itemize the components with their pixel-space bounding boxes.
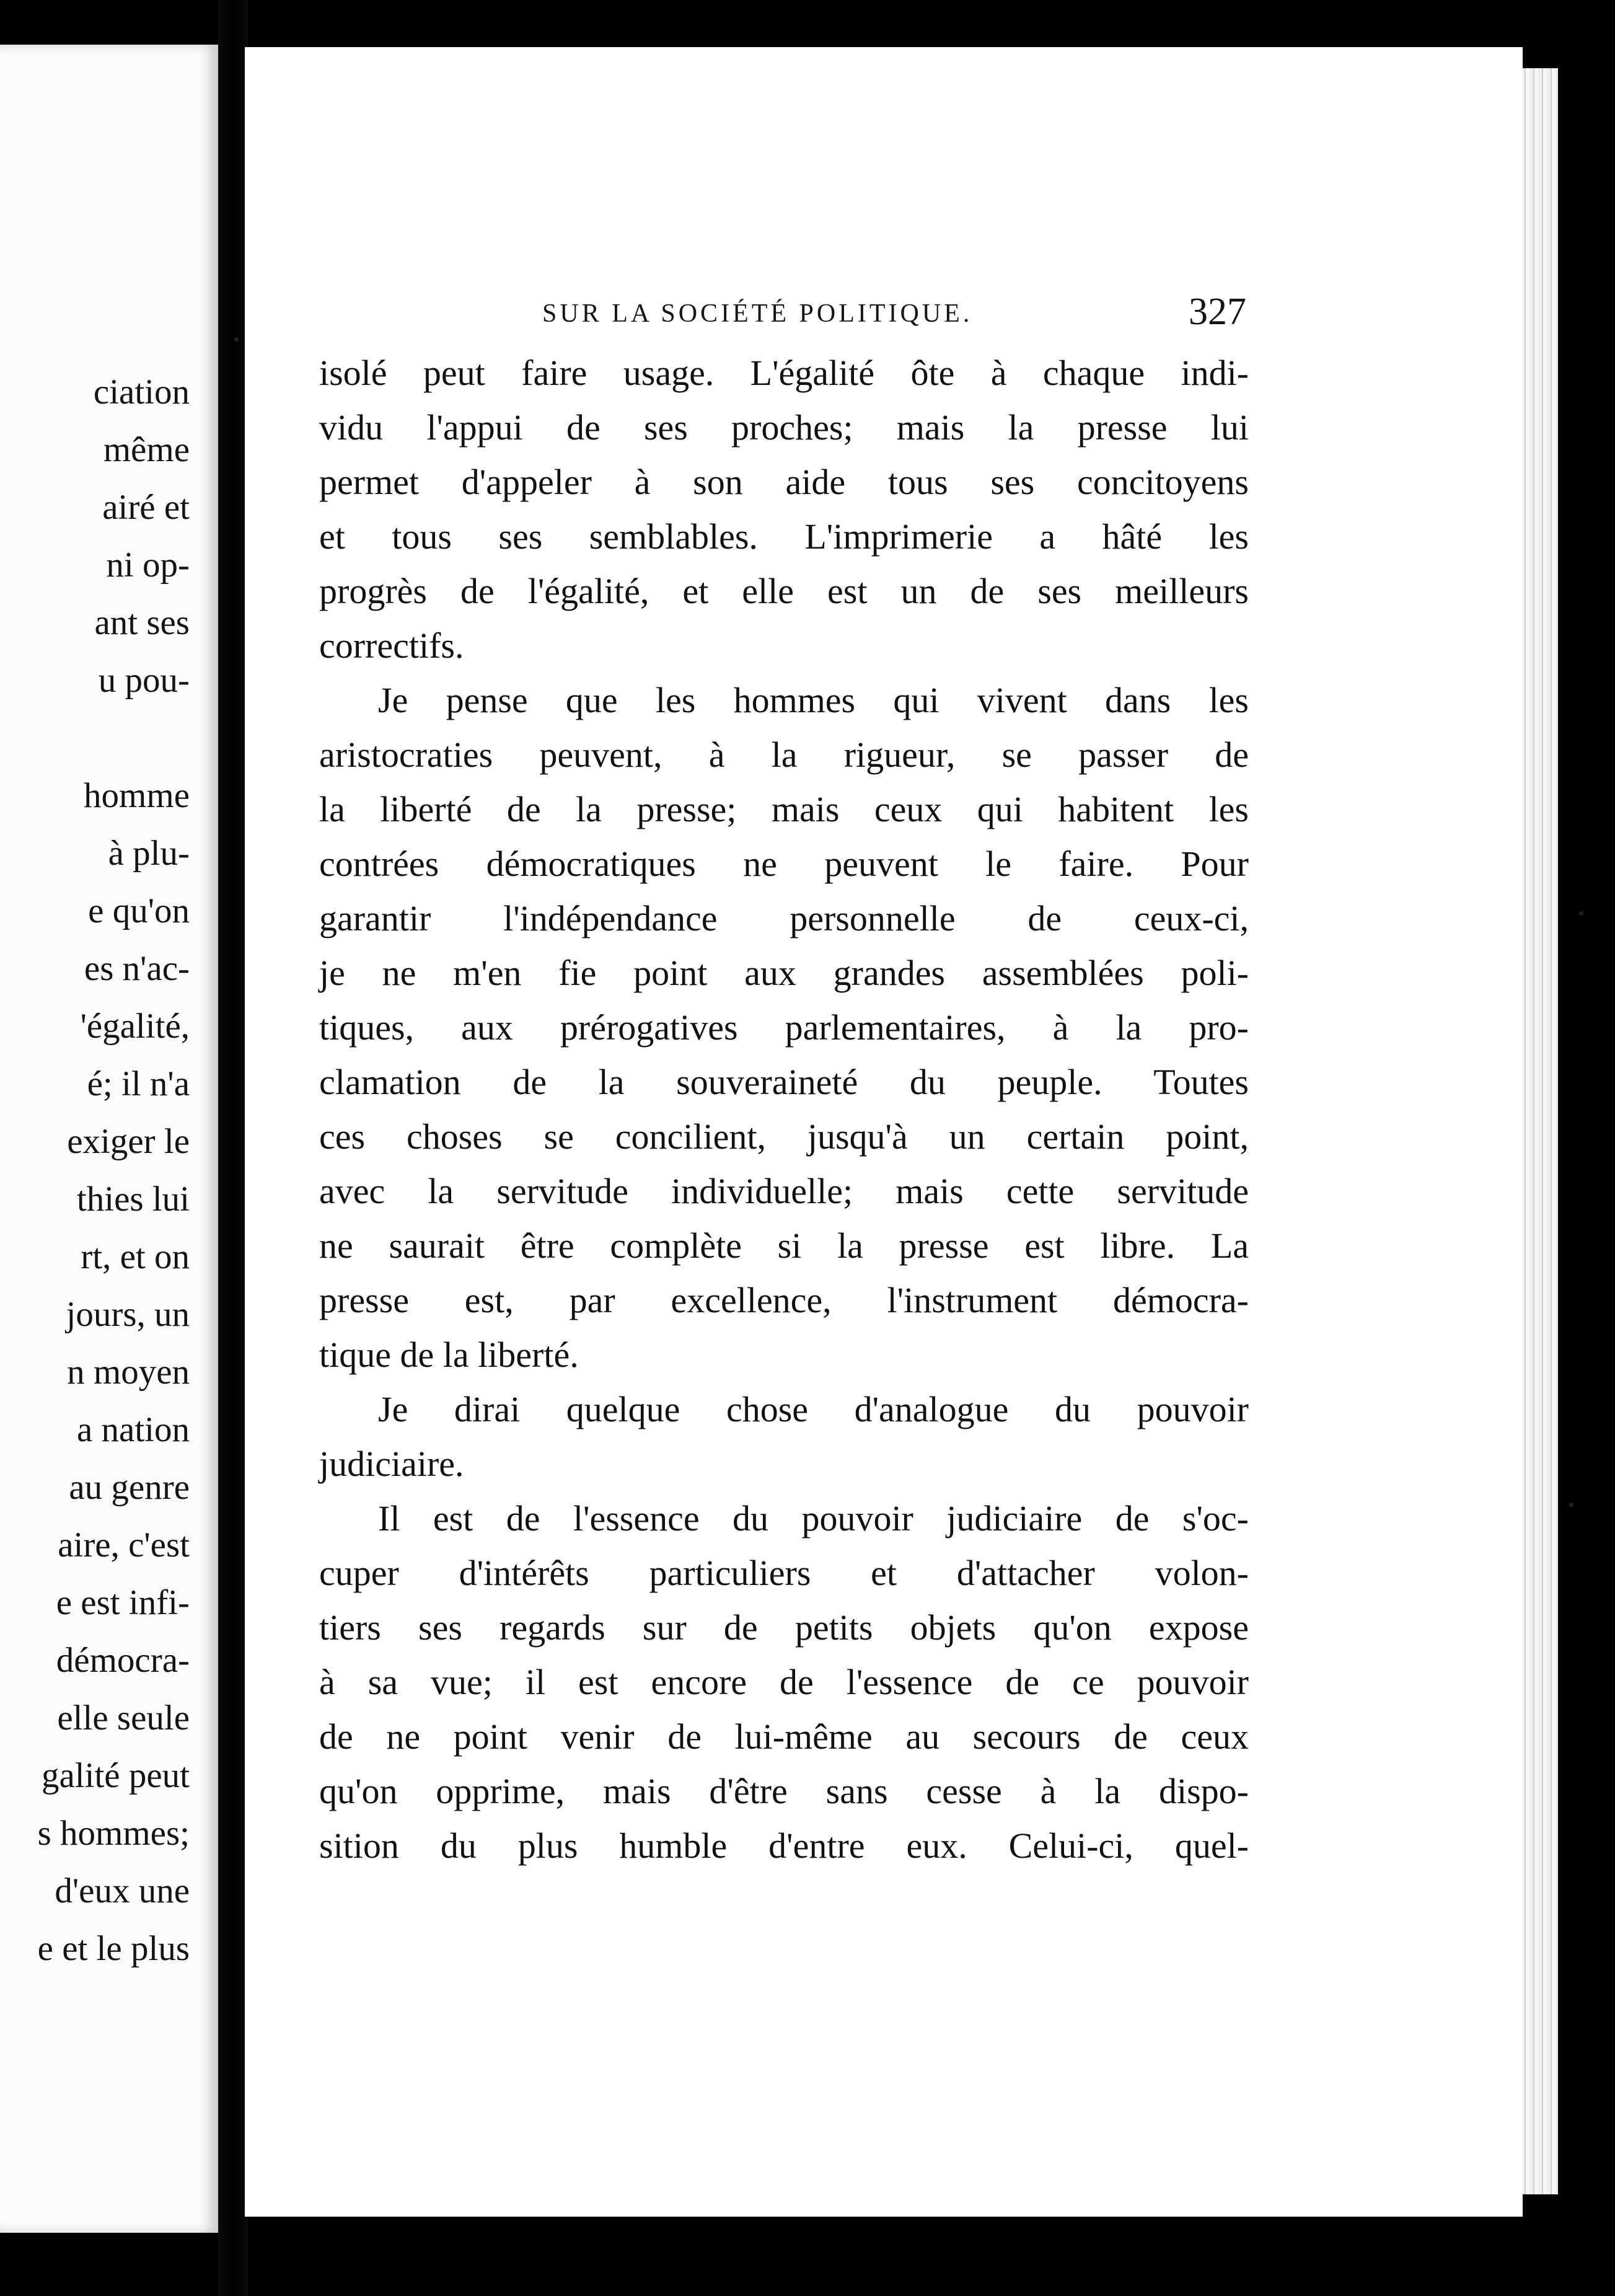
scan-speck [1569, 1503, 1573, 1507]
text-line: 'égalité, [80, 1007, 190, 1046]
text-line: garantir l'indépendance personnelle de ceux-ci, [319, 898, 1249, 938]
scan-speck [1579, 911, 1583, 916]
text-line: judiciaire. [319, 1444, 464, 1484]
text-line: de ne point venir de lui-même au secours de ceux [319, 1716, 1249, 1757]
text-line: tique de la liberté. [319, 1335, 579, 1375]
text-line: Il est de l'essence du pouvoir judiciaire de s'oc- [378, 1498, 1249, 1539]
text-line: permet d'appeler à son aide tous ses concitoyens [319, 462, 1249, 502]
text-line: sition du plus humble d'entre eux. Celui-ci, quel- [319, 1826, 1249, 1866]
text-line: contrées démocratiques ne peuvent le faire. Pour [319, 844, 1249, 884]
text-line: presse est, par excellence, l'instrument démocra- [319, 1280, 1249, 1320]
text-line: vidu l'appui de ses proches; mais la presse lui [319, 407, 1249, 448]
text-line: à sa vue; il est encore de l'essence de ce pouvoir [319, 1662, 1249, 1702]
text-line: galité peut [42, 1756, 190, 1795]
text-line: airé et [102, 488, 190, 527]
book-gutter [218, 0, 248, 2296]
text-line: es n'ac- [84, 949, 190, 988]
text-line: cuper d'intérêts particuliers et d'attacher volon- [319, 1553, 1249, 1593]
text-line: ne saurait être complète si la presse est libre. La [319, 1225, 1249, 1266]
text-line: d'eux une [55, 1871, 190, 1910]
scan-speck [234, 337, 239, 342]
text-line: progrès de l'égalité, et elle est un de ses meilleurs [319, 571, 1249, 611]
text-line: avec la servitude individuelle; mais cette servitude [319, 1171, 1249, 1211]
text-line: Je pense que les hommes qui vivent dans les [378, 680, 1249, 720]
text-line: à plu- [108, 834, 190, 873]
text-line: e est infi- [56, 1583, 190, 1622]
text-line: n moyen [67, 1353, 190, 1392]
text-line: correctifs. [319, 625, 464, 666]
text-line: s hommes; [37, 1814, 190, 1853]
text-line: aire, c'est [58, 1526, 190, 1565]
text-line: et tous ses semblables. L'imprimerie a hâté les [319, 516, 1249, 557]
text-line: tiques, aux prérogatives parlementaires, à la pro- [319, 1007, 1249, 1048]
text-line: a nation [76, 1410, 190, 1449]
page-number: 327 [1189, 291, 1246, 333]
text-line: e et le plus [37, 1929, 190, 1968]
text-line: homme [84, 776, 190, 815]
text-line: même [103, 430, 190, 469]
text-line: isolé peut faire usage. L'égalité ôte à chaque indi- [319, 353, 1249, 393]
text-line: u pou- [98, 661, 190, 700]
text-line: clamation de la souveraineté du peuple. Toutes [319, 1062, 1249, 1102]
text-line: la liberté de la presse; mais ceux qui habitent les [319, 789, 1249, 829]
text-line: exiger le [67, 1122, 190, 1161]
text-line: rt, et on [81, 1237, 190, 1276]
text-line: qu'on opprime, mais d'être sans cesse à la dispo- [319, 1771, 1249, 1811]
text-line: ces choses se concilient, jusqu'à un certain point, [319, 1116, 1249, 1157]
text-line: Je dirai quelque chose d'analogue du pouvoir [378, 1389, 1249, 1429]
text-line: ciation [93, 373, 190, 412]
page-body-text [319, 346, 1249, 1873]
text-line: ant ses [94, 603, 190, 642]
text-line: thies lui [76, 1180, 190, 1219]
previous-page-text [38, 363, 190, 1977]
text-line: démocra- [56, 1641, 190, 1680]
text-line: tiers ses regards sur de petits objets qu'on expose [319, 1607, 1249, 1648]
paragraph-gap [38, 709, 190, 767]
previous-page [0, 45, 218, 2233]
text-line: je ne m'en fie point aux grandes assemblées poli- [319, 953, 1249, 993]
text-line: é; il n'a [87, 1064, 190, 1103]
text-line: e qu'on [88, 891, 190, 930]
text-line: au genre [69, 1468, 190, 1507]
text-line: elle seule [57, 1698, 190, 1737]
text-line: aristocraties peuvent, à la rigueur, se passer de [319, 735, 1249, 775]
running-head: SUR LA SOCIÉTÉ POLITIQUE. [542, 299, 973, 328]
text-line: ni op- [106, 545, 190, 585]
text-line: jours, un [66, 1295, 190, 1334]
